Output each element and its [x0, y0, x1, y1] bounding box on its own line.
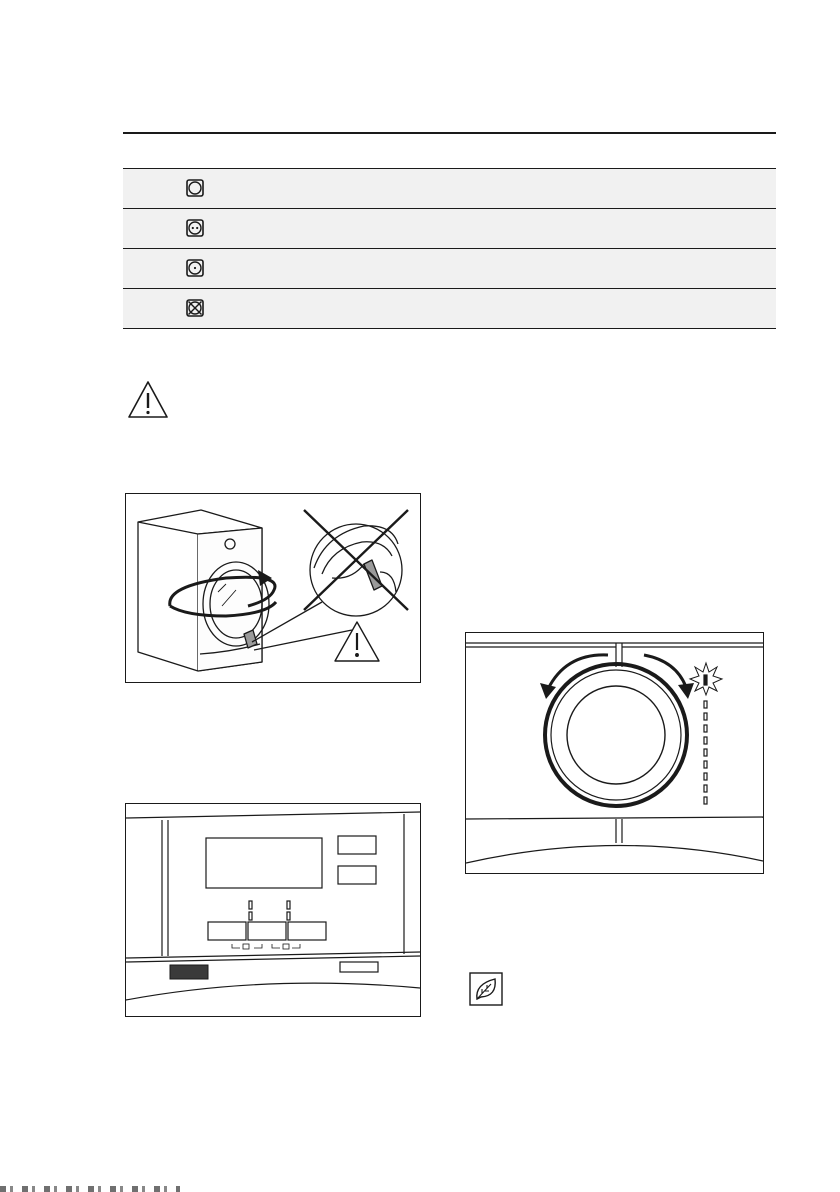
table-row — [123, 208, 776, 248]
tumble-dry-normal-icon — [186, 179, 204, 197]
table-row — [123, 248, 776, 288]
table-header — [123, 132, 776, 168]
leaf-icon — [469, 972, 503, 1006]
table-row — [123, 168, 776, 208]
do-not-tumble-dry-icon — [186, 299, 204, 317]
dryer-door-seal-illustration — [125, 493, 421, 683]
control-panel-illustration — [125, 803, 421, 1017]
table-row — [123, 288, 776, 329]
tumble-dry-high-heat-icon — [186, 219, 204, 237]
page-edge-artifact — [0, 1186, 180, 1192]
program-knob-illustration — [465, 632, 764, 874]
warning-triangle-icon — [127, 380, 169, 420]
care-symbol-table — [123, 132, 776, 329]
tumble-dry-low-heat-icon — [186, 259, 204, 277]
